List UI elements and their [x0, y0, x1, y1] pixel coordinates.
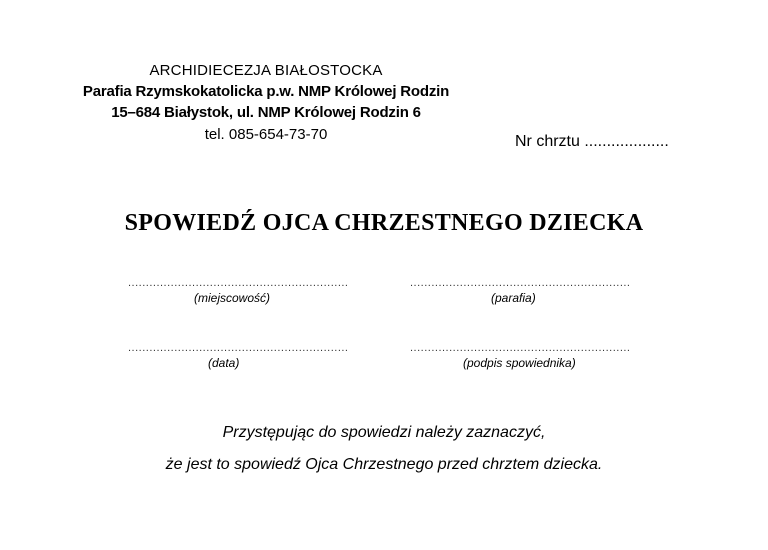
parish-caption: (parafia) [491, 291, 536, 305]
parish-line: .............................................................. [410, 277, 631, 289]
place-line: .............................................................. [128, 277, 349, 289]
baptism-number-field: Nr chrztu ................... [515, 133, 669, 150]
date-caption: (data) [208, 356, 240, 370]
parish-name: Parafia Rzymskokatolicka p.w. NMP Królowej Rodzin [82, 83, 450, 100]
archdiocese-name: ARCHIDIECEZJA BIAŁOSTOCKA [149, 62, 383, 79]
parish-address: 15–684 Białystok, ul. NMP Królowej Rodzin 6 [111, 104, 421, 121]
document-title: SPOWIEDŹ OJCA CHRZESTNEGO DZIECKA [124, 210, 644, 236]
signature-caption: (podpis spowiednika) [463, 356, 576, 370]
parish-phone: tel. 085-654-73-70 [204, 126, 328, 143]
signature-line: .............................................................. [410, 342, 631, 354]
date-line: .............................................................. [128, 342, 349, 354]
note-line-1: Przystępując do spowiedzi należy zaznaczyć, [222, 424, 546, 441]
note-line-2: że jest to spowiedź Ojca Chrzestnego przed chrztem dziecka. [165, 456, 603, 473]
place-caption: (miejscowość) [194, 291, 271, 305]
